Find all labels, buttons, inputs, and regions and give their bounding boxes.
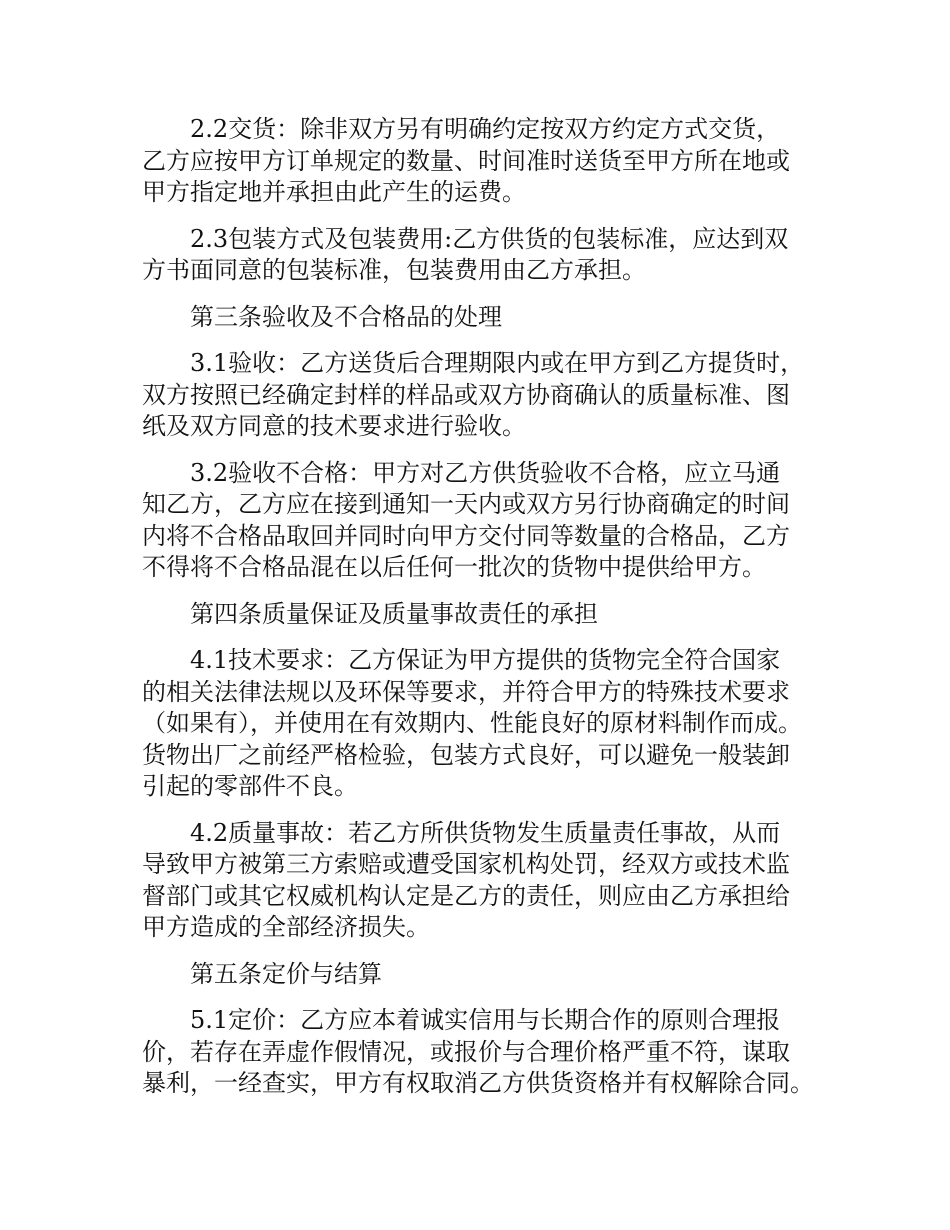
paragraph-2-2-delivery: 2.2交货：除非双方另有明确约定按双方约定方式交货， 乙方应按甲方订单规定的数量、时间准时送货至甲方所在地或 甲方指定地并承担由此产生的运费。 xyxy=(142,115,790,206)
paragraph-4-2-quality-incident: 4.2质量事故：若乙方所供货物发生质量责任事故，从而 导致甲方被第三方索赔或遭受国家机构处罚，经双方或技术监 督部门或其它权威机构认定是乙方的责任，则应由乙方承担给 甲方造成的全部经济损失。 xyxy=(142,818,790,941)
paragraph-3-1-inspection: 3.1验收：乙方送货后合理期限内或在甲方到乙方提货时， 双方按照已经确定封样的样品或双方协商确认的质量标准、图 纸及双方同意的技术要求进行验收。 xyxy=(142,349,805,440)
document-body xyxy=(142,114,822,1115)
heading-article-3: 第三条验收及不合格品的处理 xyxy=(190,302,502,331)
paragraph-4-1-technical-requirements: 4.1技术要求：乙方保证为甲方提供的货物完全符合国家 的相关法律法规以及环保等要求，并符合甲方的特殊技术要求 （如果有），并使用在有效期内、性能良好的原材料制作而成。 货物出厂之前经严格检验，包装方式良好，可以避免一般装卸 引起的零部件不良。 xyxy=(142,646,802,800)
heading-article-5: 第五条定价与结算 xyxy=(190,959,382,988)
paragraph-2-3-packaging: 2.3包装方式及包装费用:乙方供货的包装标准，应达到双 方书面同意的包装标准，包装费用由乙方承担。 xyxy=(142,224,789,284)
heading-article-4: 第四条质量保证及质量事故责任的承担 xyxy=(190,599,598,628)
paragraph-5-1-pricing: 5.1定价：乙方应本着诚实信用与长期合作的原则合理报 价，若存在弄虚作假情况，或报价与合理价格严重不符，谋取 暴利，一经查实，甲方有权取消乙方供货资格并有权解除合同。 xyxy=(142,1006,814,1097)
paragraph-3-2-nonconforming: 3.2验收不合格：甲方对乙方供货验收不合格，应立马通 知乙方，乙方应在接到通知一天内或双方另行协商确定的时间 内将不合格品取回并同时向甲方交付同等数量的合格品，乙方 不得将不合格品混在以后任何一批次的货物中提供给甲方。 xyxy=(142,458,790,581)
